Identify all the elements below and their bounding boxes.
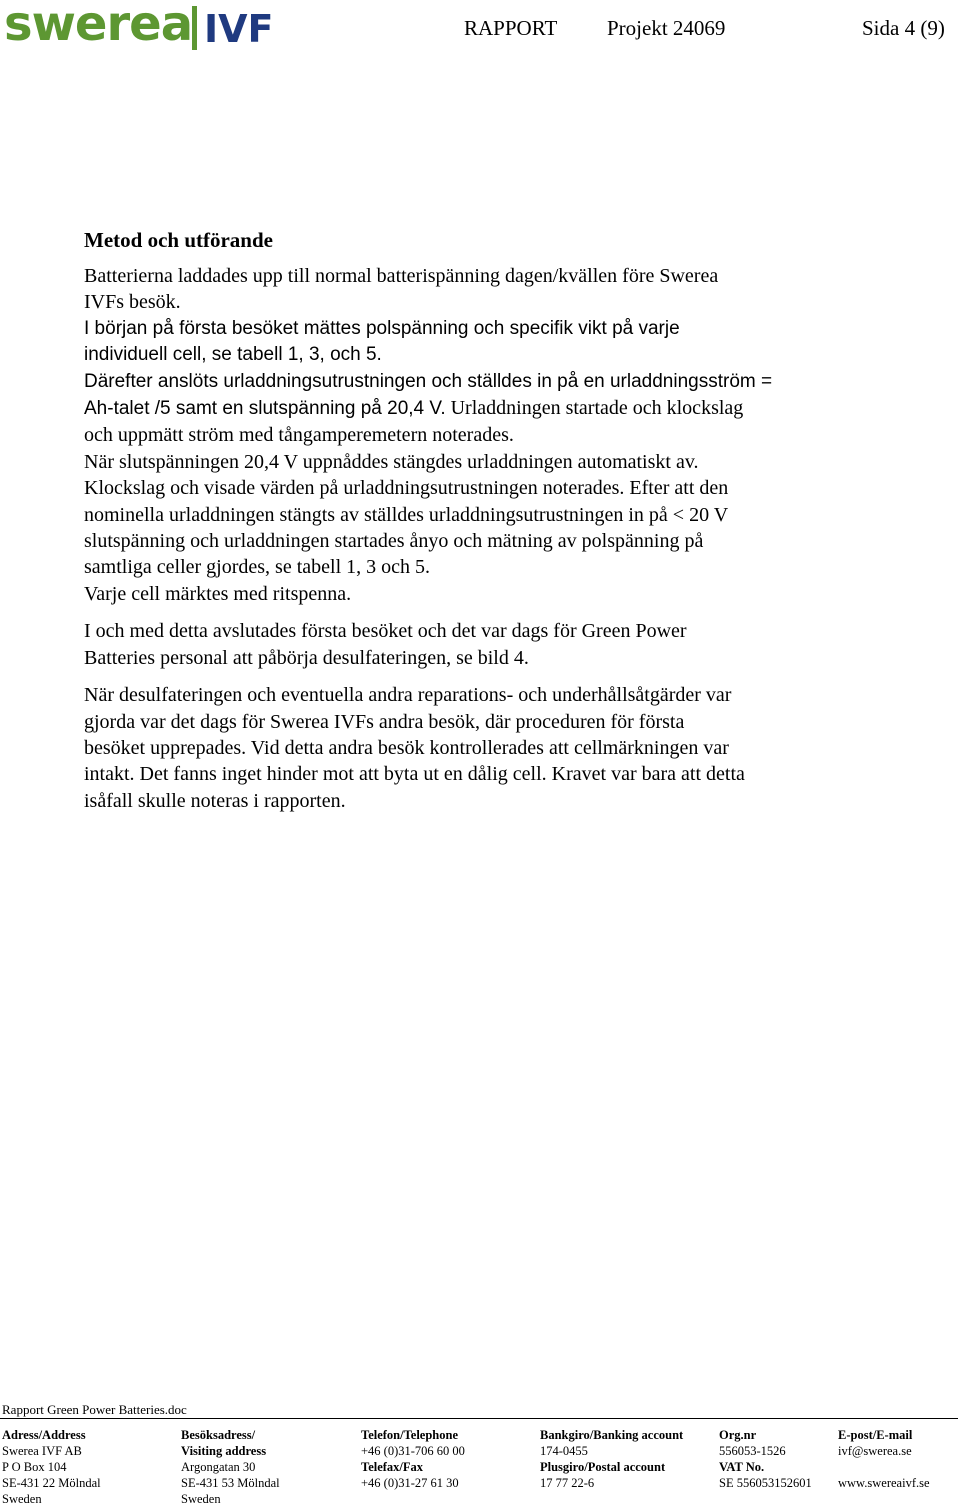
footer-column xyxy=(181,1427,280,1507)
text-line: Ah-talet /5 samt en slutspänning på 20,4 V. Urladdningen startade och klockslag xyxy=(84,397,744,420)
footer-line: Sweden xyxy=(181,1492,221,1506)
text-line: besöket upprepades. Vid detta andra besök kontrollerades att cellmärkningen var xyxy=(84,736,729,759)
text-line: gjorda var det dags för Swerea IVFs andra besök, där proceduren för första xyxy=(84,710,685,733)
paragraph xyxy=(84,682,874,814)
footer-line: Besöksadress/ xyxy=(181,1428,256,1442)
footer-line: Telefax/Fax xyxy=(361,1460,424,1474)
footer-column xyxy=(2,1427,101,1507)
main-content xyxy=(84,227,874,825)
project-number: Projekt 24069 xyxy=(607,16,726,40)
footer-line: www.swereaivf.se xyxy=(838,1476,930,1490)
footer-line: +46 (0)31-27 61 30 xyxy=(361,1476,459,1490)
footer-line: SE 556053152601 xyxy=(719,1476,812,1490)
text-line: slutspänning och urladdningen startades ånyo och mätning av polspänning på xyxy=(84,530,704,553)
footer-line: Argongatan 30 xyxy=(181,1460,256,1474)
paragraph xyxy=(84,263,874,607)
text-line: Batteries personal att påbörja desulfateringen, se bild 4. xyxy=(84,646,529,669)
text-line: samtliga celler gjordes, se tabell 1, 3 och 5. xyxy=(84,556,431,579)
footer-line xyxy=(838,1459,930,1475)
text-line: I början på första besöket mättes polspänning och specifik vikt på varje xyxy=(84,317,680,339)
doc-type: RAPPORT xyxy=(464,16,558,40)
footer-line: 556053-1526 xyxy=(719,1444,786,1458)
footer-column xyxy=(719,1427,812,1491)
text-line: nominella urladdningen stängts av ställdes urladdningsutrustningen in på < 20 V xyxy=(84,503,729,526)
text-line: Batterierna laddades upp till normal batterispänning dagen/kvällen före Swerea xyxy=(84,265,719,287)
footer-line: Adress/Address xyxy=(2,1428,86,1442)
text-line: individuell cell, se tabell 1, 3, och 5. xyxy=(84,344,382,366)
logo-wordmark: swerea xyxy=(4,0,193,52)
text-line: I och med detta avslutades första besöket och det var dags för Green Power xyxy=(84,620,687,643)
text-line: Därefter anslöts urladdningsutrustningen och ställdes in på en urladdningsström = xyxy=(84,370,773,392)
footer-line: Visiting address xyxy=(181,1444,267,1458)
footer-line: P O Box 104 xyxy=(2,1460,67,1474)
footer-line: +46 (0)31-706 60 00 xyxy=(361,1444,465,1458)
footer-line: Org.nr xyxy=(719,1428,757,1442)
footer-line: Plusgiro/Postal account xyxy=(540,1460,666,1474)
section-title: Metod och utförande xyxy=(84,228,273,252)
footer-line: SE-431 22 Mölndal xyxy=(2,1476,101,1490)
footer-line: Bankgiro/Banking account xyxy=(540,1428,684,1442)
footer-line: ivf@swerea.se xyxy=(838,1444,912,1458)
footer-line: Telefon/Telephone xyxy=(361,1428,459,1442)
footer-filename: Rapport Green Power Batteries.doc xyxy=(2,1402,187,1417)
footer-column xyxy=(540,1427,683,1491)
footer-line: Sweden xyxy=(2,1492,42,1506)
footer-line: VAT No. xyxy=(719,1460,765,1474)
text-line: IVFs besök. xyxy=(84,291,181,314)
logo-divider xyxy=(192,6,197,50)
footer-line: 174-0455 xyxy=(540,1444,588,1458)
text-line: och uppmätt ström med tångamperemetern noterades. xyxy=(84,424,514,447)
page-number: Sida 4 (9) xyxy=(862,16,945,40)
text-line: isåfall skulle noteras i rapporten. xyxy=(84,789,346,812)
footer-line: 17 77 22-6 xyxy=(540,1476,595,1490)
footer-column xyxy=(361,1427,465,1491)
footer-line: E-post/E-mail xyxy=(838,1428,913,1442)
logo-ivf: IVF xyxy=(204,7,274,51)
text-line: intakt. Det fanns inget hinder mot att byta ut en dålig cell. Kravet var bara att detta xyxy=(84,763,745,786)
footer-line: Swerea IVF AB xyxy=(2,1444,82,1458)
footer-line: SE-431 53 Mölndal xyxy=(181,1476,280,1490)
text-line: Varje cell märktes med ritspenna. xyxy=(84,582,352,605)
footer-column xyxy=(838,1427,930,1491)
footer-divider xyxy=(0,1418,958,1419)
text-line: När desulfateringen och eventuella andra reparations- och underhållsåtgärder var xyxy=(84,684,732,707)
text-line: När slutspänningen 20,4 V uppnåddes stängdes urladdningen automatiskt av. xyxy=(84,450,699,473)
body-text xyxy=(84,263,874,814)
paragraph xyxy=(84,618,874,671)
text-line: Klockslag och visade värden på urladdningsutrustningen noterades. Efter att den xyxy=(84,477,729,500)
